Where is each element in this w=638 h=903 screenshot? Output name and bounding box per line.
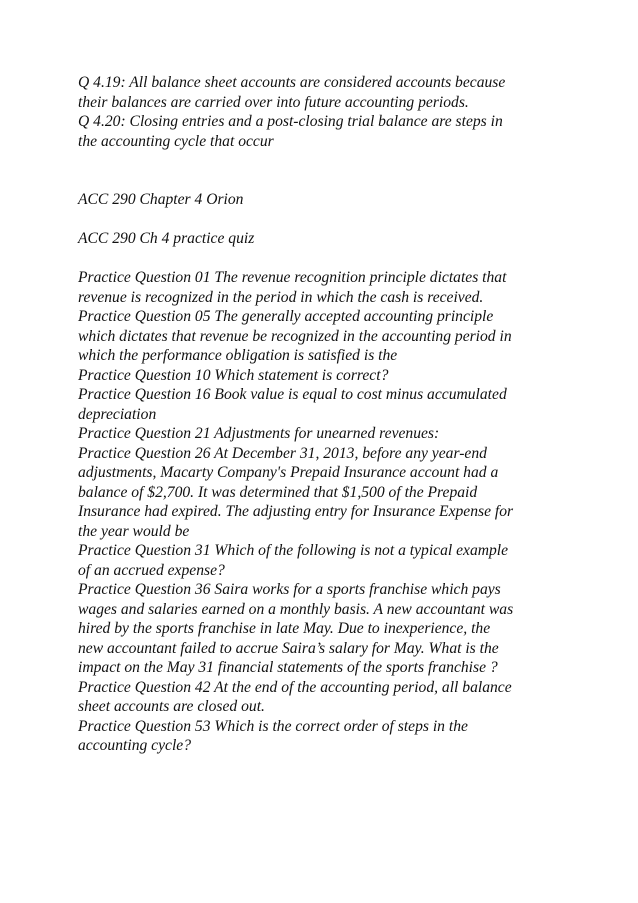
text-line: wages and salaries earned on a monthly basis. A new accountant was (78, 600, 514, 618)
text-line: Practice Question 05 The generally accepted accounting principle (78, 308, 494, 325)
text-line: Practice Question 21 Adjustments for unearned revenues: (78, 425, 440, 442)
quiz-questions-4-19-4-20 (78, 73, 568, 151)
text-line: Practice Question 31 Which of the following is not a typical example (78, 542, 509, 559)
text-line: Practice Question 16 Book value is equal to cost minus accumulated (78, 386, 507, 403)
text-line: new accountant failed to accrue Saira’s salary for May. What is the (78, 639, 499, 657)
section-heading-orion: ACC 290 Chapter 4 Orion (78, 191, 244, 208)
text-line: Practice Question 10 Which statement is correct? (78, 366, 389, 384)
text-line: Q 4.20: Closing entries and a post-closing trial balance are steps in (78, 113, 503, 130)
text-line: of an accrued expense? (78, 561, 225, 579)
text-line: accounting cycle? (78, 737, 192, 754)
text-line: the year would be (78, 522, 190, 540)
text-line: Practice Question 42 At the end of the accounting period, all balance (78, 678, 512, 696)
text-line: the accounting cycle that occur (78, 132, 274, 150)
text-line: impact on the May 31 financial statements of the sports franchise ? (78, 659, 498, 676)
text-line: Insurance had expired. The adjusting entry for Insurance Expense for (78, 503, 514, 520)
practice-questions-list (78, 268, 568, 756)
text-line: Practice Question 01 The revenue recognition principle dictates that (78, 269, 507, 286)
document-body (78, 73, 568, 756)
text-line: hired by the sports franchise in late May. Due to inexperience, the (78, 620, 491, 637)
text-line: revenue is recognized in the period in which the cash is received. (78, 288, 484, 306)
text-line: Practice Question 36 Saira works for a sports franchise which pays (78, 581, 501, 598)
text-line: which the performance obligation is satisfied is the (78, 347, 398, 364)
text-line: which dictates that revenue be recognized in the accounting period in (78, 327, 512, 345)
text-line: Practice Question 53 Which is the correct order of steps in the (78, 717, 468, 735)
text-line: sheet accounts are closed out. (78, 698, 265, 715)
spacer (78, 210, 568, 230)
spacer (78, 249, 568, 269)
section-heading-practice-quiz: ACC 290 Ch 4 practice quiz (78, 230, 255, 247)
text-line: their balances are carried over into future accounting periods. (78, 93, 469, 111)
text-line: balance of $2,700. It was determined that $1,500 of the Prepaid (78, 483, 478, 501)
spacer (78, 151, 568, 190)
text-line: Q 4.19: All balance sheet accounts are considered accounts because (78, 74, 506, 91)
text-line: Practice Question 26 At December 31, 2013, before any year-end (78, 444, 487, 462)
text-line: depreciation (78, 405, 157, 423)
text-line: adjustments, Macarty Company's Prepaid Insurance account had a (78, 464, 499, 481)
